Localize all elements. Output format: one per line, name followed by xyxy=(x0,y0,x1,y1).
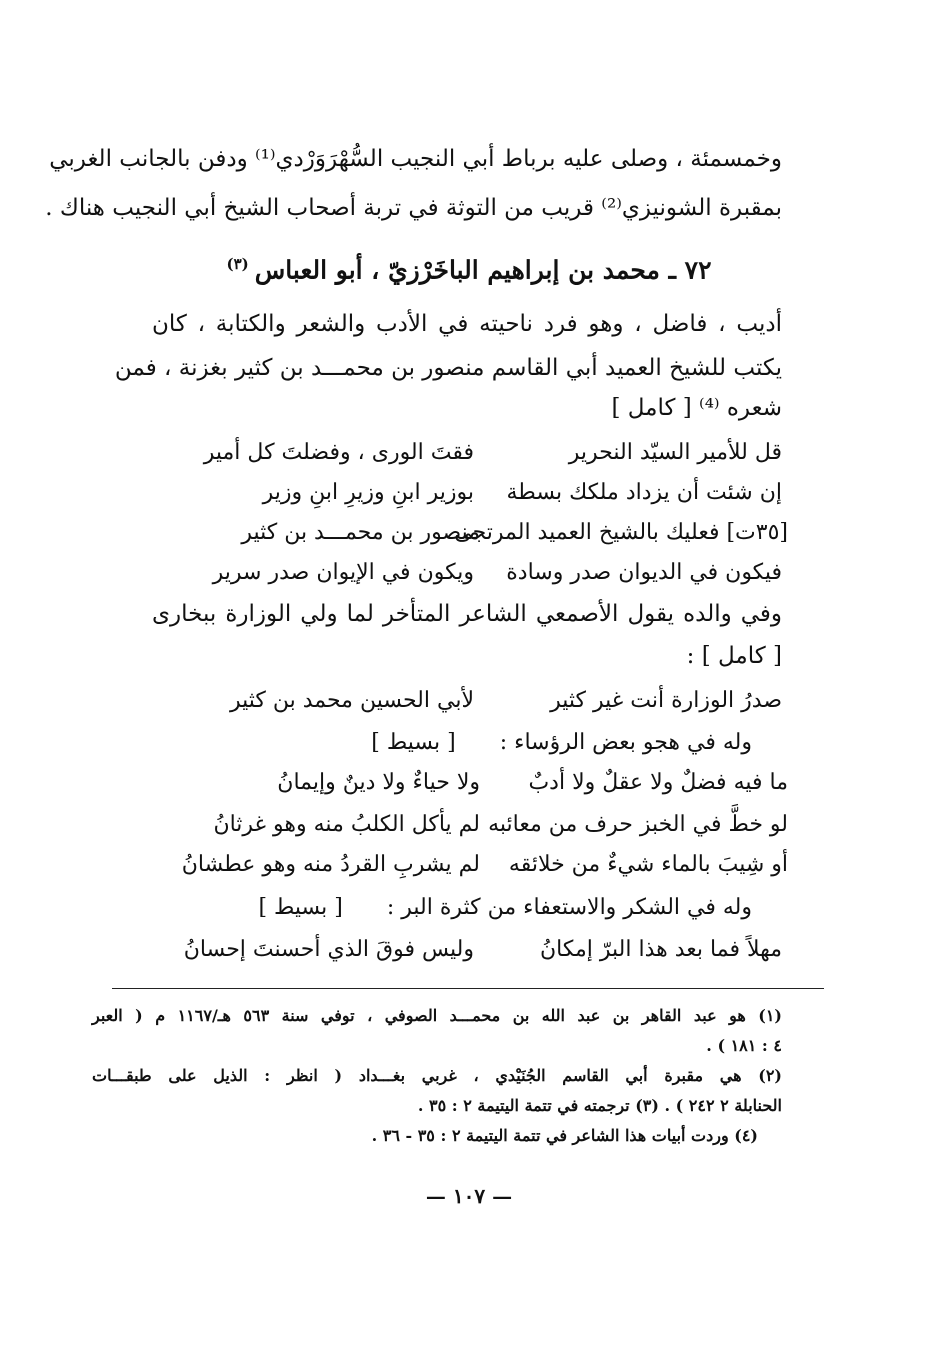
verse-first-hemistich: مهلاً فما بعد هذا البرّ إمكانُ xyxy=(540,937,782,962)
poem-verse xyxy=(134,440,782,470)
body-line: [ كامل ] : xyxy=(686,643,782,669)
footnote-line: الحنابلة ٢ ٢٤٢ ) . (٣) ترجمته في تتمة اليتيمة ٢ : ٣٥ . xyxy=(417,1096,782,1115)
bio-line: أديب ، فاضل ، وهو فرد ناحيته في الأدب والشعر والكتابة ، كان xyxy=(152,311,782,337)
poem-verse xyxy=(134,480,782,510)
poem-verse xyxy=(140,520,788,550)
footnote-divider xyxy=(112,988,824,989)
poem-verse xyxy=(140,770,788,800)
poem-intro xyxy=(371,730,752,755)
verse-second-hemistich: لأبي الحسين محمد بن كثير xyxy=(229,688,474,713)
verse-first-hemistich: ما فيه فضلٌ ولا عقلٌ ولا أدبٌ xyxy=(528,770,788,795)
footnote-line: (٢) هي مقبرة أبي القاسم الجُنَيْدي ، غربي بغـــداد ( انظر : الذيل على طبقـــات xyxy=(92,1066,782,1085)
verse-second-hemistich: وليس فوقَ الذي أحسنتَ إحسانُ xyxy=(183,937,474,962)
verse-first-hemistich: قل للأمير السيّد النحرير xyxy=(568,440,782,465)
verse-second-hemistich: ويكون في الإيوان صدر سرير xyxy=(212,560,474,585)
verse-second-hemistich: لم يشربِ القردُ منه وهو عطشانُ xyxy=(181,852,480,877)
verse-first-hemistich: أو شِيبَ بالماء شيءٌ من خلائقه xyxy=(508,852,788,877)
poem-verse xyxy=(140,852,788,882)
entry-heading-text: ٧٢ ـ محمد بن إبراهيم الباخَرْزيّ ، أبو العباس xyxy=(254,255,712,285)
verse-first-hemistich: لو خطَّ في الخبز حرف من معائبه xyxy=(488,812,788,837)
footnote-line: (١) هو عبد القاهر بن عبد الله بن محمـــد الصوفي ، توفي سنة ٥٦٣ هـ/١١٦٧ م ( العبر xyxy=(92,1006,782,1025)
poem-intro-text: وله في الشكر والاستعفاء من كثرة البر : xyxy=(386,895,752,920)
verse-first-hemistich: فيكون في الديوان صدر وسادة xyxy=(506,560,782,585)
page-number: — ١٠٧ — xyxy=(425,1184,513,1208)
poem-intro xyxy=(258,895,752,920)
poem-verse xyxy=(134,937,782,967)
verse-second-hemistich: لم يأكل الكلبُ منه وهو غرثانُ xyxy=(213,812,480,837)
body-line: وفي والده يقول الأصمعي الشاعر المتأخر لما ولي الوزارة ببخارى xyxy=(152,601,782,627)
verse-first-hemistich: صدرُ الوزارة أنت غير كثير xyxy=(550,688,782,713)
footnote-line: (٤) وردت أبيات هذا الشاعر في تتمة اليتيمة ٢ : ٣٥ - ٣٦ . xyxy=(371,1126,758,1145)
poem-verse xyxy=(134,688,782,718)
entry-heading xyxy=(0,255,938,284)
body-line: وخمسمئة ، وصلى عليه برباط أبي النجيب السُّهْرَوَرْدي⁽¹⁾ ودفن بالجانب الغربي xyxy=(49,146,782,172)
poem-verse xyxy=(140,812,788,842)
bio-line: يكتب للشيخ العميد أبي القاسم منصور بن محمـــد بن كثير بغزنة ، فمن xyxy=(114,355,782,381)
poem-intro-text: وله في هجو بعض الرؤساء : xyxy=(499,730,752,755)
verse-second-hemistich: بوزير ابنِ وزيرِ ابنِ وزير xyxy=(262,480,474,505)
meter-label: [ بسيط ] xyxy=(371,730,456,755)
footnote-line: ٤ : ١٨١ ) . xyxy=(706,1036,782,1055)
verse-first-hemistich: إن شئت أن يزداد ملكك بسطة xyxy=(506,480,782,505)
poem-verse xyxy=(134,560,782,590)
body-line: بمقبرة الشونيزي⁽²⁾ قريب من التوثة في تربة أصحاب الشيخ أبي النجيب هناك . xyxy=(45,195,782,221)
verse-second-hemistich: ولا حياءٌ ولا دينٌ وإيمانُ xyxy=(277,770,480,795)
verse-first-hemistich: [٣٥ت] فعليك بالشيخ العميد المرتجى xyxy=(454,520,788,545)
heading-footnote-marker: (٣) xyxy=(226,255,249,273)
verse-second-hemistich: فقتَ الورى ، وفضلتَ كل أمير xyxy=(203,440,474,465)
meter-label: [ بسيط ] xyxy=(258,895,343,920)
bio-line: شعره ⁽⁴⁾ [ كامل ] xyxy=(611,395,782,421)
verse-second-hemistich: منصور بن محمـــد بن كثير xyxy=(241,520,480,545)
